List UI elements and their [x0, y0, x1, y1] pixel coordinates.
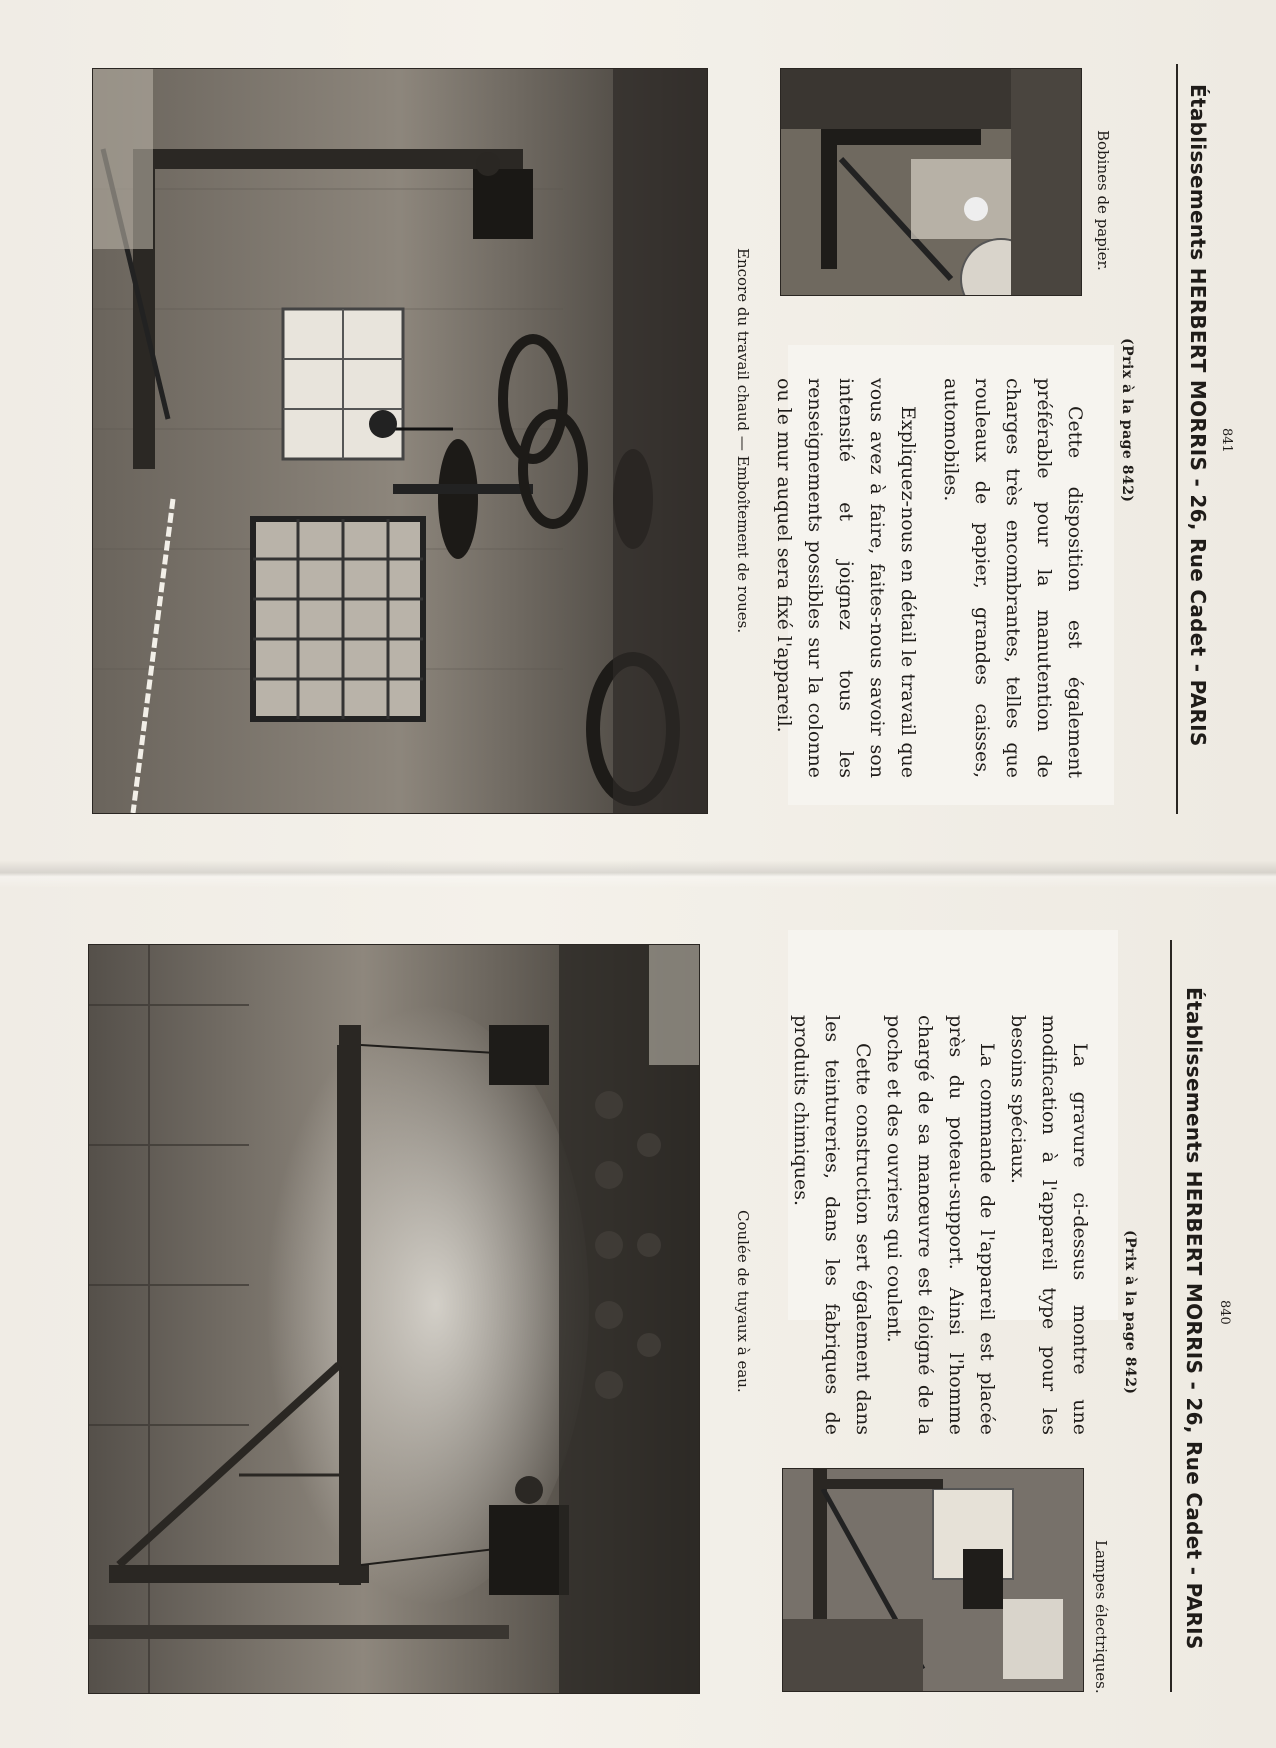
- photo-paper-reels: [780, 68, 1082, 296]
- price-note: (Prix à la page 842): [1119, 338, 1135, 503]
- price-note: (Prix à la page 842): [1122, 1230, 1138, 1395]
- paragraph-1: La gravure ci-dessus montre une modification à l'appareil type pour les besoins spéciaux.: [1007, 1015, 1091, 1435]
- photo-electric-lamps: [782, 1468, 1084, 1692]
- small-photo-caption: Bobines de papier.: [1094, 130, 1112, 271]
- main-photo-caption: Coulée de tuyaux à eau.: [734, 1210, 752, 1393]
- footer-rule: [1170, 940, 1172, 1692]
- paragraph-1: Cette disposition est également préférable pour la manutention de charges très encombrantes, telles que rouleaux de papier, grandes caisses, automobiles.: [940, 378, 1086, 778]
- photo-wheel-fitting: [92, 68, 708, 814]
- paragraph-2: Expliquez-nous en détail le travail que vous avez à faire, faites-nous savoir son intensité et joignez tous les renseignements possibles sur la colonne ou le mur auquel sera fixé l'appareil.: [773, 378, 919, 778]
- footer-company: Établissements HERBERT MORRIS - 26, Rue Cadet - PARIS: [1186, 84, 1210, 747]
- body-text: [768, 378, 1090, 778]
- photo-pipe-casting: [88, 944, 700, 1694]
- page-840: [0, 880, 1276, 1748]
- page-number: 840: [1217, 1300, 1232, 1325]
- small-photo-caption: Lampes électriques.: [1092, 1540, 1110, 1694]
- body-text: [785, 1015, 1095, 1435]
- paragraph-3: Cette construction sert également dans les teintureries, dans les fabriques de produits chimiques.: [790, 1015, 874, 1435]
- page-number: 841: [1219, 428, 1234, 453]
- main-photo-caption: Encore du travail chaud — Emboîtement de roues.: [734, 248, 752, 634]
- paragraph-2: La commande de l'appareil est placée près du poteau-support. Ainsi l'homme chargé de sa manœuvre est éloigné de la poche et des ouvriers qui coulent.: [883, 1015, 998, 1435]
- footer-company: Établissements HERBERT MORRIS - 26, Rue Cadet - PARIS: [1182, 987, 1206, 1650]
- page-841: [0, 0, 1276, 870]
- footer-rule: [1176, 64, 1178, 814]
